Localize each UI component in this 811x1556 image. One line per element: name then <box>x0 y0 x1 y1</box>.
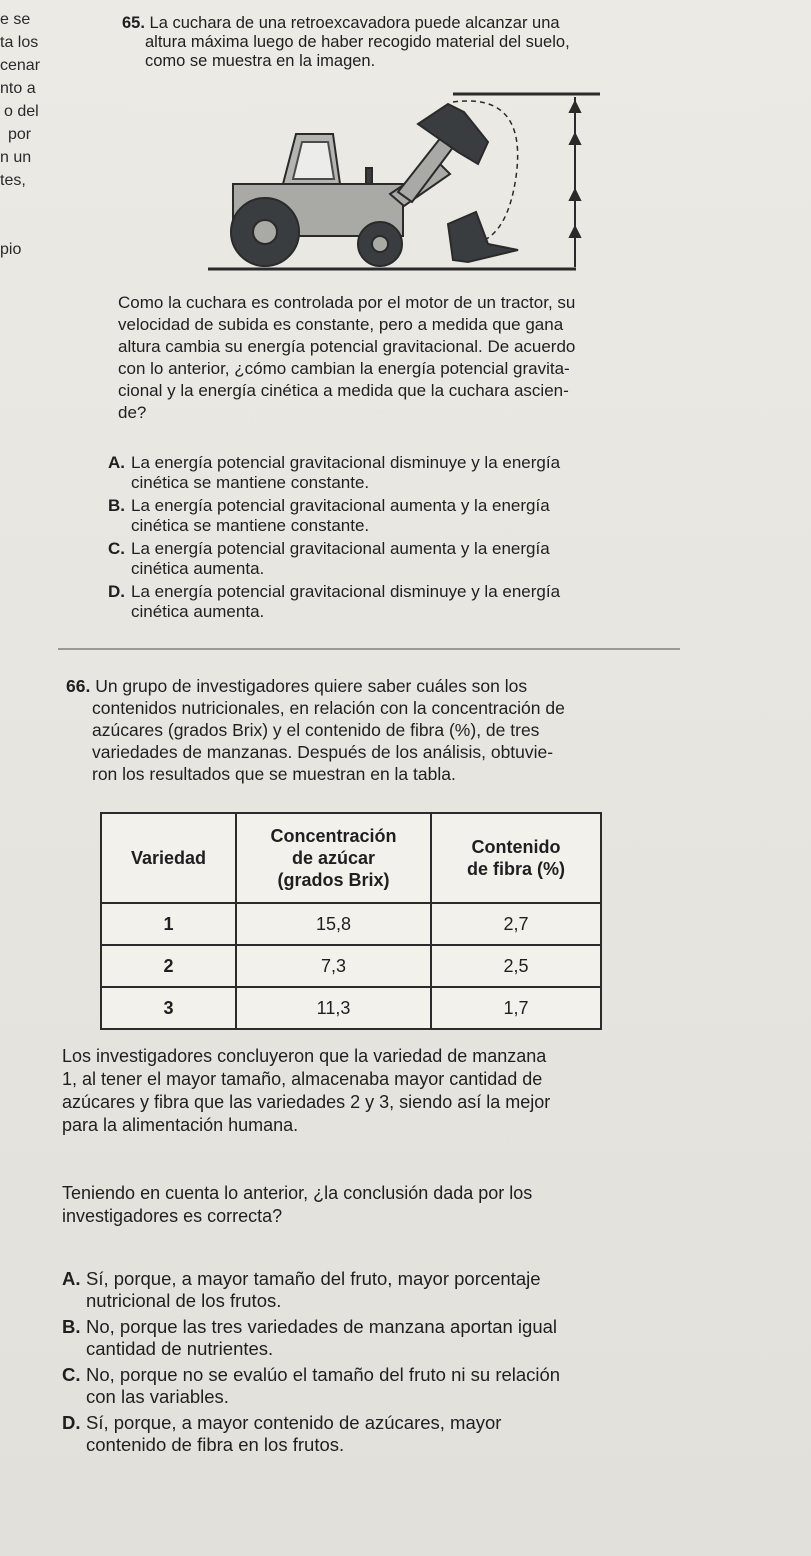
tractor <box>231 122 466 266</box>
question-66-prompt <box>62 1182 687 1228</box>
table-cell: 11,3 <box>236 987 431 1029</box>
statement-line: altura máxima luego de haber recogido material del suelo, <box>145 33 570 51</box>
statement-line: variedades de manzanas. Después de los análisis, obtuvie- <box>92 742 554 762</box>
table-cell: 15,8 <box>236 903 431 945</box>
option-letter: D. <box>108 582 125 601</box>
conclusion-line: Los investigadores concluyeron que la variedad de manzana <box>62 1046 547 1066</box>
statement-line: ron los resultados que se muestran en la tabla. <box>92 764 456 784</box>
question-number: 65. <box>122 14 145 32</box>
exhaust-pipe <box>366 168 372 184</box>
statement-line: contenidos nutricionales, en relación con la concentración de <box>92 698 565 718</box>
margin-fragments <box>0 8 70 261</box>
paragraph-line: altura cambia su energía potencial gravitacional. De acuerdo <box>118 337 576 356</box>
option-a[interactable] <box>108 453 688 493</box>
statement-line: como se muestra en la imagen. <box>145 52 376 70</box>
question-65-options <box>108 453 688 625</box>
option-text: La energía potencial gravitacional disminuye y la energía <box>131 453 561 472</box>
margin-fragment: e se <box>0 11 31 28</box>
option-letter: C. <box>62 1364 81 1385</box>
table-cell: 1,7 <box>431 987 601 1029</box>
margin-fragment: tes, <box>0 172 26 189</box>
table-row <box>101 987 601 1029</box>
question-65-statement <box>122 14 682 71</box>
option-letter: D. <box>62 1412 81 1433</box>
backhoe-illustration <box>108 82 608 277</box>
paragraph-line: velocidad de subida es constante, pero a medida que gana <box>118 315 564 334</box>
conclusion-line: para la alimentación humana. <box>62 1115 299 1135</box>
prompt-line: Teniendo en cuenta lo anterior, ¿la conclusión dada por los <box>62 1183 533 1203</box>
question-66-statement <box>66 675 686 785</box>
option-letter: A. <box>62 1268 81 1289</box>
results-table <box>100 812 602 1030</box>
margin-fragment: cenar <box>0 57 41 74</box>
section-divider <box>58 648 680 650</box>
option-d[interactable] <box>108 582 688 622</box>
question-66-options <box>62 1268 692 1460</box>
option-text: La energía potencial gravitacional disminuye y la energía <box>131 582 561 601</box>
paragraph-line: con lo anterior, ¿cómo cambian la energía potencial gravita- <box>118 359 570 378</box>
table-cell: 2 <box>101 945 236 987</box>
option-c[interactable] <box>62 1364 692 1408</box>
question-65-paragraph <box>118 292 683 424</box>
option-text: Sí, porque, a mayor tamaño del fruto, mayor porcentaje <box>86 1268 541 1289</box>
option-text: No, porque no se evalúo el tamaño del fruto ni su relación <box>86 1364 561 1385</box>
option-letter: A. <box>108 453 125 472</box>
bucket-ground <box>448 212 518 262</box>
table-row <box>101 903 601 945</box>
option-text: cinética aumenta. <box>131 602 265 621</box>
margin-fragment: n un <box>0 149 32 166</box>
question-66-conclusion <box>62 1045 687 1137</box>
option-letter: B. <box>108 496 125 515</box>
margin-fragment: pio <box>0 241 22 258</box>
header-fibra <box>431 813 601 903</box>
statement-line: La cuchara de una retroexcavadora puede alcanzar una <box>149 14 560 32</box>
option-text: cinética se mantiene constante. <box>131 473 370 492</box>
option-text: cinética aumenta. <box>131 559 265 578</box>
header-variedad <box>101 813 236 903</box>
table-cell: 2,5 <box>431 945 601 987</box>
rise-arrows <box>570 97 580 267</box>
option-a[interactable] <box>62 1268 692 1312</box>
paragraph-line: de? <box>118 403 147 422</box>
option-text: La energía potencial gravitacional aumenta y la energía <box>131 539 550 558</box>
header-line: Contenido <box>471 837 561 857</box>
header-line: Concentración <box>270 826 397 846</box>
option-text: con las variables. <box>86 1386 229 1407</box>
statement-line: Un grupo de investigadores quiere saber cuáles son los <box>95 676 528 696</box>
table-cell: 1 <box>101 903 236 945</box>
table-cell: 2,7 <box>431 903 601 945</box>
conclusion-line: azúcares y fibra que las variedades 2 y 3, siendo así la mejor <box>62 1092 551 1112</box>
prompt-line: investigadores es correcta? <box>62 1206 283 1226</box>
option-text: La energía potencial gravitacional aumenta y la energía <box>131 496 550 515</box>
header-line: de azúcar <box>291 848 376 868</box>
header-concentracion <box>236 813 431 903</box>
margin-fragment: nto a <box>0 80 36 97</box>
option-c[interactable] <box>108 539 688 579</box>
option-text: Sí, porque, a mayor contenido de azúcares, mayor <box>86 1412 502 1433</box>
option-text: cinética se mantiene constante. <box>131 516 370 535</box>
margin-fragment: ta los <box>0 34 39 51</box>
option-letter: B. <box>62 1316 81 1337</box>
paragraph-line: cional y la energía cinética a medida que la cuchara ascien- <box>118 381 569 400</box>
option-b[interactable] <box>108 496 688 536</box>
statement-line: azúcares (grados Brix) y el contenido de fibra (%), de tres <box>92 720 540 740</box>
question-number: 66. <box>66 676 91 696</box>
option-d[interactable] <box>62 1412 692 1456</box>
option-text: cantidad de nutrientes. <box>86 1338 274 1359</box>
header-line: (grados Brix) <box>277 870 390 890</box>
table-row <box>101 945 601 987</box>
option-text: contenido de fibra en los frutos. <box>86 1434 345 1455</box>
header-line: de fibra (%) <box>466 859 565 879</box>
header-line: Variedad <box>130 848 207 868</box>
table-cell: 3 <box>101 987 236 1029</box>
option-text: nutricional de los frutos. <box>86 1290 282 1311</box>
paragraph-line: Como la cuchara es controlada por el motor de un tractor, su <box>118 293 576 312</box>
conclusion-line: 1, al tener el mayor tamaño, almacenaba mayor cantidad de <box>62 1069 543 1089</box>
margin-fragment: por <box>8 126 32 143</box>
option-text: No, porque las tres variedades de manzana aportan igual <box>86 1316 558 1337</box>
option-b[interactable] <box>62 1316 692 1360</box>
table-header-row <box>101 813 601 903</box>
table-cell: 7,3 <box>236 945 431 987</box>
option-letter: C. <box>108 539 125 558</box>
margin-fragment: o del <box>4 103 39 120</box>
